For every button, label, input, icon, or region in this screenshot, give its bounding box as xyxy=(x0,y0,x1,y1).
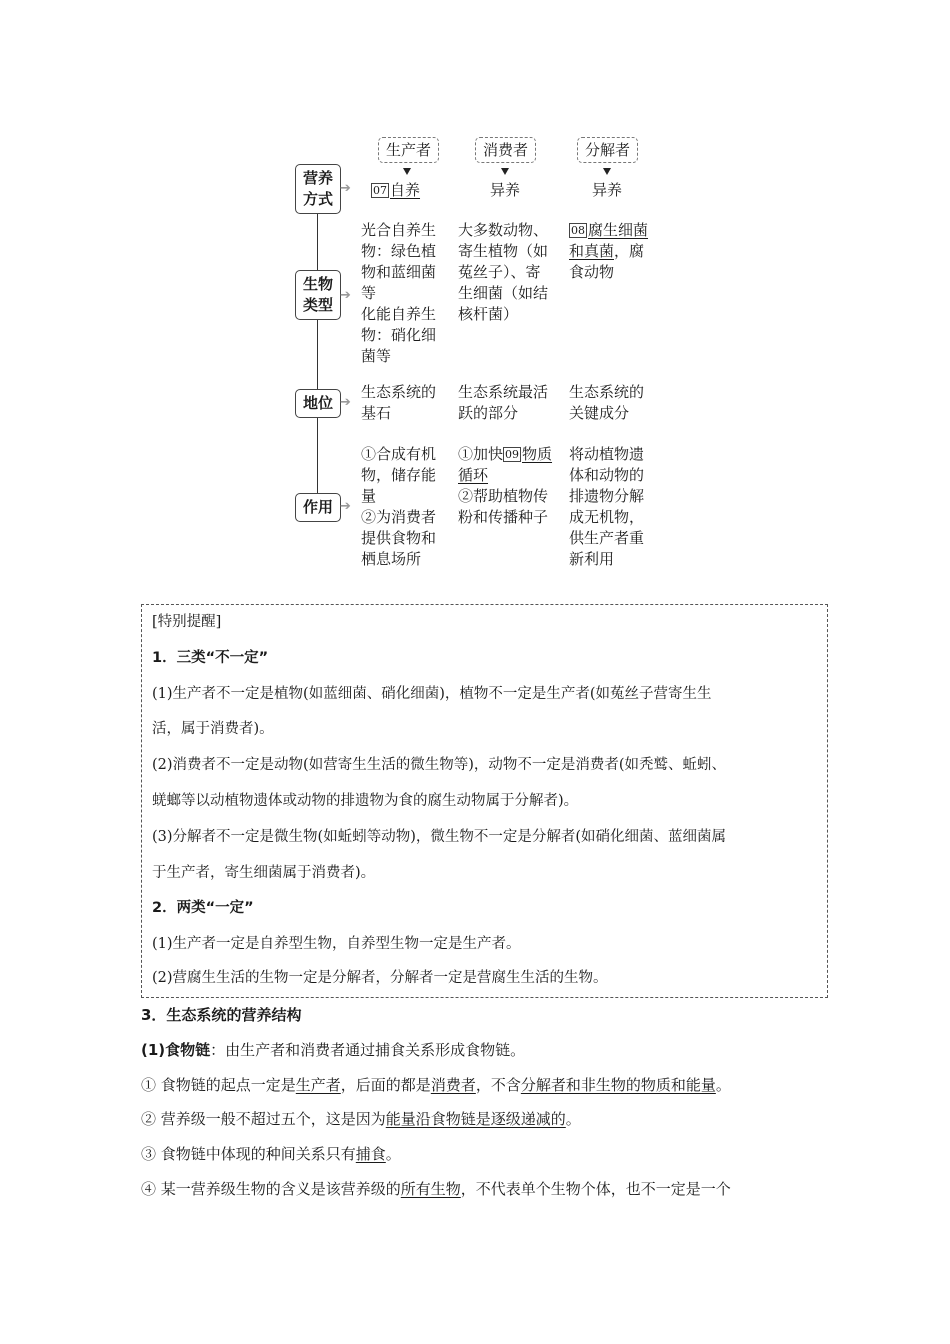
type-consumer xyxy=(458,220,548,325)
status-producer xyxy=(361,382,436,424)
role-decomposer xyxy=(569,444,644,570)
row-label-nutrition xyxy=(295,164,341,214)
row-label-text: 生物 xyxy=(302,275,333,293)
underlined-answer: 所有生物 xyxy=(400,1180,461,1198)
cell-line: 体和动物的 xyxy=(569,466,645,484)
row-label-type xyxy=(295,270,341,320)
connector-line xyxy=(317,210,318,495)
type-producer xyxy=(361,220,436,367)
cell-line: 物：硝化细 xyxy=(361,326,437,344)
header-consumer: 消费者 xyxy=(475,137,536,163)
row-label-text: 方式 xyxy=(302,190,333,208)
cell-line: 食动物 xyxy=(569,263,615,281)
type-decomposer xyxy=(569,220,648,283)
cell-line: 跃的部分 xyxy=(458,404,519,422)
answer-text: 自养 xyxy=(390,181,421,199)
body-text: ③ 食物链中体现的种间关系只有 xyxy=(141,1145,356,1163)
underlined-answer: 消费者 xyxy=(430,1076,476,1094)
term-label: (1)食物链 xyxy=(141,1041,211,1059)
cell-line: 量 xyxy=(361,487,377,505)
cell-line: 生细菌（如结 xyxy=(458,284,549,302)
row-label-role: 作用 xyxy=(295,493,341,522)
nutrition-decomposer: 异养 xyxy=(592,181,623,199)
body-text: ② 营养级一般不超过五个，这是因为 xyxy=(141,1110,386,1128)
cell-line: 化能自养生 xyxy=(361,305,437,323)
cell-line: 将动植物遗 xyxy=(569,445,645,463)
arrow-right-icon: ➔ xyxy=(340,181,351,196)
answer-text: 物质 xyxy=(522,445,553,463)
cell-line: 光合自养生 xyxy=(361,221,437,239)
underlined-answer: 能量沿食物链是逐级递减的 xyxy=(385,1110,566,1128)
point-4 xyxy=(141,1178,731,1200)
cell-text: ①加快 xyxy=(458,445,504,463)
status-decomposer xyxy=(569,382,644,424)
reminder-paragraph: 蜣螂等以动植物遗体或动物的排遗物为食的腐生动物属于分解者)。 xyxy=(152,793,579,809)
answer-text: 和真菌 xyxy=(569,242,615,260)
cell-line: ①合成有机 xyxy=(361,445,437,463)
cell-line: 栖息场所 xyxy=(361,550,422,568)
cell-line xyxy=(458,465,552,486)
cell-line xyxy=(569,220,648,241)
blank-number: 08 xyxy=(571,224,585,237)
arrow-right-icon: ➔ xyxy=(340,499,351,514)
cell-line: 提供食物和 xyxy=(361,529,437,547)
blank-number: 09 xyxy=(505,448,520,461)
row-label-text: 营养 xyxy=(302,169,333,187)
reminder-paragraph: 于生产者，寄生细菌属于消费者)。 xyxy=(152,865,376,881)
answer-text: 循环 xyxy=(458,466,489,484)
reminder-paragraph: (1)生产者一定是自养型生物，自养型生物一定是生产者。 xyxy=(152,936,521,952)
cell-line: 生态系统的 xyxy=(569,383,645,401)
nutrition-consumer: 异养 xyxy=(490,181,521,199)
reminder-paragraph: (2)消费者不一定是动物(如营寄生生活的微生物等)，动物不一定是消费者(如秃鹫、蚯蚓、 xyxy=(152,757,727,773)
cell-line: 核杆菌） xyxy=(458,305,519,323)
arrow-down-icon xyxy=(501,168,509,175)
cell-line: ②为消费者 xyxy=(361,508,437,526)
food-chain-definition xyxy=(141,1039,525,1061)
body-text: ，不含 xyxy=(475,1076,521,1094)
cell-line: 物，储存能 xyxy=(361,466,437,484)
reminder-heading-2: 2．两类“一定” xyxy=(152,900,254,916)
point-1 xyxy=(141,1074,731,1096)
reminder-paragraph: (3)分解者不一定是微生物(如蚯蚓等动物)，微生物不一定是分解者(如硝化细菌、蓝细菌属 xyxy=(152,829,727,845)
cell-line: 等 xyxy=(361,284,377,302)
cell-line: 排遗物分解 xyxy=(569,487,645,505)
cell-line: 大多数动物、 xyxy=(458,221,549,239)
cell-line: 新利用 xyxy=(569,550,615,568)
cell-line: 生态系统的 xyxy=(361,383,437,401)
cell-text: ，腐 xyxy=(614,242,645,260)
cell-line xyxy=(569,241,648,262)
body-text: 。 xyxy=(715,1076,731,1094)
underlined-answer: 捕食 xyxy=(355,1145,386,1163)
header-producer: 生产者 xyxy=(378,137,439,163)
blank-number: 07 xyxy=(373,184,387,197)
row-label-text: 类型 xyxy=(302,296,333,314)
arrow-down-icon xyxy=(403,168,411,175)
cell-line: 物：绿色植 xyxy=(361,242,437,260)
header-decomposer: 分解者 xyxy=(577,137,638,163)
cell-line xyxy=(458,444,552,465)
underlined-answer: 分解者和非生物的物质和能量 xyxy=(520,1076,716,1094)
section-heading: 3．生态系统的营养结构 xyxy=(141,1006,302,1024)
body-text: 。 xyxy=(385,1145,401,1163)
reminder-paragraph: (2)营腐生生活的生物一定是分解者，分解者一定是营腐生生活的生物。 xyxy=(152,970,608,986)
cell-line: 生态系统最活 xyxy=(458,383,549,401)
body-text: ，不代表单个生物个体，也不一定是一个 xyxy=(460,1180,731,1198)
reminder-heading-1: 1．三类“不一定” xyxy=(152,650,269,666)
status-consumer xyxy=(458,382,548,424)
cell-line: 基石 xyxy=(361,404,392,422)
body-text: 。 xyxy=(565,1110,581,1128)
underlined-answer: 生产者 xyxy=(295,1076,341,1094)
body-text: ① 食物链的起点一定是 xyxy=(141,1076,296,1094)
cell-line: 粉和传播种子 xyxy=(458,508,549,526)
role-consumer xyxy=(458,444,552,528)
cell-line: 成无机物， xyxy=(569,508,645,526)
reminder-paragraph: (1)生产者不一定是植物(如蓝细菌、硝化细菌)，植物不一定是生产者(如菟丝子营寄生生 xyxy=(152,686,712,702)
body-text: ，后面的都是 xyxy=(340,1076,431,1094)
row-label-status: 地位 xyxy=(295,389,341,418)
point-2 xyxy=(141,1108,581,1130)
cell-line: 寄生植物（如 xyxy=(458,242,549,260)
answer-text: 腐生细菌 xyxy=(588,221,649,239)
nutrition-producer xyxy=(371,180,420,201)
cell-line: 菌等 xyxy=(361,347,392,365)
cell-line: 菟丝子）、寄 xyxy=(458,263,541,281)
point-3 xyxy=(141,1143,401,1165)
arrow-right-icon: ➔ xyxy=(340,395,351,410)
reminder-paragraph: 活，属于消费者)。 xyxy=(152,721,274,737)
role-producer xyxy=(361,444,436,570)
body-text: ④ 某一营养级生物的含义是该营养级的 xyxy=(141,1180,401,1198)
cell-line: ②帮助植物传 xyxy=(458,487,549,505)
cell-line: 供生产者重 xyxy=(569,529,645,547)
reminder-title: [特别提醒] xyxy=(152,614,222,630)
cell-line: 关键成分 xyxy=(569,404,630,422)
body-text: ：由生产者和消费者通过捕食关系形成食物链。 xyxy=(210,1041,526,1059)
arrow-down-icon xyxy=(603,168,611,175)
arrow-right-icon: ➔ xyxy=(340,288,351,303)
cell-line: 物和蓝细菌 xyxy=(361,263,437,281)
